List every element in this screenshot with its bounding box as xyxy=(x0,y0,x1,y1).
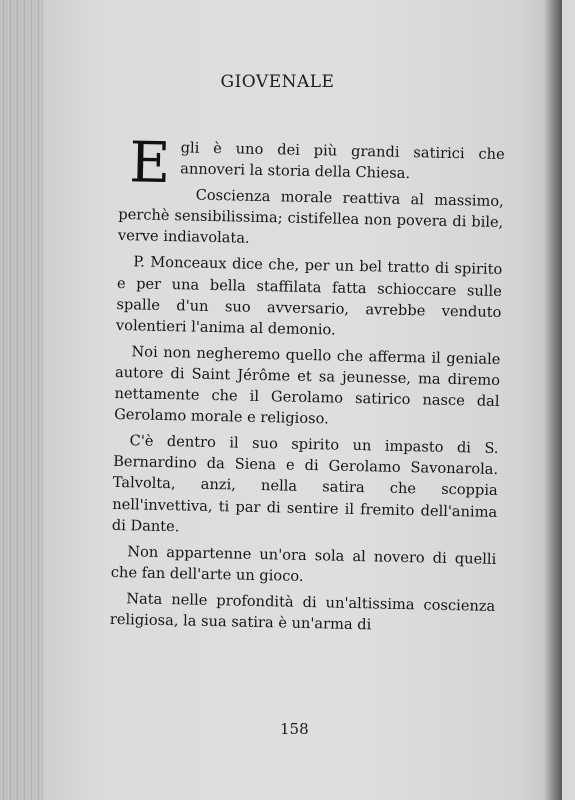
running-head: GIOVENALE xyxy=(220,72,335,92)
paragraph-2: Coscienza morale reattiva al massimo, perchè sensibilissima; cistifellea non povera di bile, verve indiavolata. xyxy=(117,186,504,248)
paragraph-5: C'è dentro il suo spirito un impasto di S. Bernardino da Siena e di Gerolamo Savonarola. Talvolta, anzi, nella satira che scoppia nell'invettiva, ti par di sentire il fremito dell'anima di Dante. xyxy=(111,432,499,535)
paragraph-1 xyxy=(119,130,505,197)
paragraph-4: Noi non negheremo quello che afferma il geniale autore di Saint Jérôme et sa jeunesse, ma diremo nettamente che il Gerolamo satirico nasce dal Gerolamo morale e religioso. xyxy=(113,343,501,428)
paragraph-6: Non appartenne un'ora sola al novero di quelli che fan dell'arte un gioco. xyxy=(110,542,497,585)
paragraph-1-text: gli è uno dei più grandi satirici che annoveri la storia della Chiesa. xyxy=(180,139,505,183)
drop-cap: E xyxy=(128,130,172,197)
paragraph-7: Nata nelle profondità di un'altissima coscienza religiosa, la sua satira è un'arma di xyxy=(109,590,496,634)
page-number: 158 xyxy=(280,720,309,738)
gutter-shadow xyxy=(544,0,562,800)
body-text xyxy=(109,130,505,643)
paragraph-3: P. Monceaux dice che, per un bel tratto di spirito e per una bella staffilata fatta schioccare sulle spalle d'un suo avversario, avrebbe venduto volentieri l'anima al demonio. xyxy=(115,253,503,339)
